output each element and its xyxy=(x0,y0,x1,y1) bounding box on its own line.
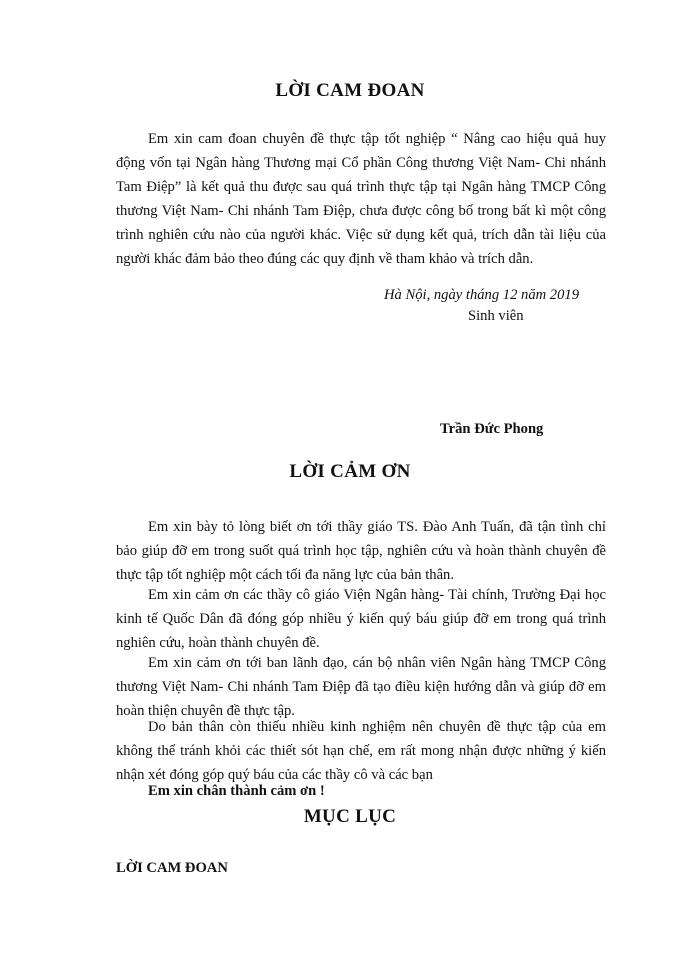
thanks-title: LỜI CẢM ƠN xyxy=(289,461,411,482)
thanks-paragraph-2: Em xin cảm ơn các thầy cô giáo Viện Ngân hàng- Tài chính, Trường Đại học kinh tế Quốc Dân đã đóng góp nhiều ý kiến quý báu giúp đỡ em trong quá trình nghiên cứu, hoàn thành chuyên đề. xyxy=(116,587,606,651)
signer-name: Trần Đức Phong xyxy=(440,421,544,437)
thanks-closing: Em xin chân thành cảm ơn ! xyxy=(148,783,325,799)
toc-entry[interactable]: LỜI CAM ĐOAN xyxy=(116,860,228,876)
commitment-paragraph: Em xin cam đoan chuyên đề thực tập tốt nghiệp “ Nâng cao hiệu quả huy động vốn tại Ngân hàng Thương mại Cổ phần Công thương Việt Nam- Chi nhánh Tam Điệp” là kết quả thu được sau quá trình thực tập tại Ngân hàng TMCP Công thương Việt Nam- Chi nhánh Tam Điệp, chưa được công bố trong bất kì một công trình nghiên cứu nào của người khác. Việc sử dụng kết quả, trích dẫn tài liệu của người khác đảm bảo theo đúng các quy định về tham khảo và trích dẫn. xyxy=(116,131,606,267)
date-line: Hà Nội, ngày tháng 12 năm 2019 xyxy=(384,287,579,303)
thanks-paragraph-4: Do bản thân còn thiếu nhiều kinh nghiệm nên chuyên đề thực tập của em không thể tránh khỏi các thiết sót hạn chế, em rất mong nhận được những ý kiến nhận xét đóng góp quý báu của các thầy cô và các bạn xyxy=(116,719,606,783)
student-role: Sinh viên xyxy=(468,308,524,324)
thanks-paragraph-3: Em xin cảm ơn tới ban lãnh đạo, cán bộ nhân viên Ngân hàng TMCP Công thương Việt Nam- Chi nhánh Tam Điệp đã tạo điều kiện hướng dẫn và giúp đỡ em hoàn thiện chuyên đề thực tập. xyxy=(116,655,606,719)
commitment-title: LỜI CAM ĐOAN xyxy=(275,80,425,101)
toc-title: MỤC LỤC xyxy=(303,806,397,827)
thanks-paragraph-1: Em xin bày tỏ lòng biết ơn tới thầy giáo TS. Đào Anh Tuấn, đã tận tình chỉ bảo giúp đỡ em trong suốt quá trình học tập, nghiên cứu và hoàn thành chuyên đề thực tập tốt nghiệp một cách tối đa năng lực của bản thân. xyxy=(116,519,606,583)
